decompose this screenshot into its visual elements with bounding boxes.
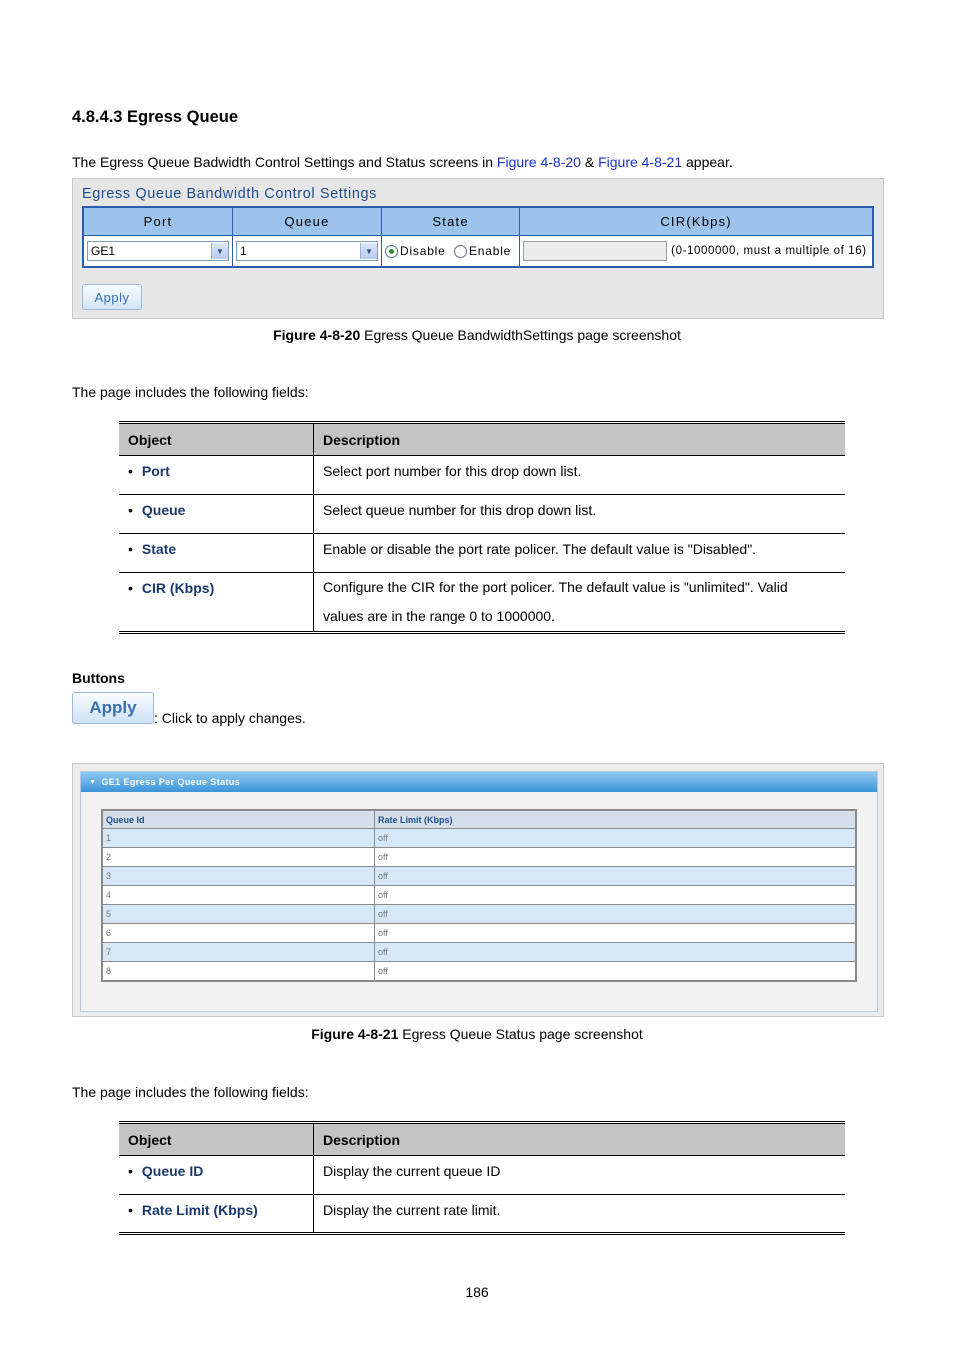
description-header: Description [314,423,846,456]
rate-limit-header: Rate Limit (Kbps) [375,810,857,829]
table-row [102,886,856,905]
queue-select-value: 1 [240,244,247,258]
state-enable-label: Enable [468,244,512,259]
egress-settings-screenshot [72,178,884,319]
table-row [102,943,856,962]
settings-table [82,206,874,268]
figure-link-20[interactable]: Figure 4-8-20 [496,154,581,170]
buttons-heading: Buttons [72,670,125,686]
intro-text-before: The Egress Queue Badwidth Control Settings and Status screens in [72,154,497,170]
table-row [102,924,856,943]
object-cell: • State [119,534,314,573]
cir-header: CIR(Kbps) [520,207,873,236]
apply-description: : Click to apply changes. [154,710,306,726]
table-row [119,573,845,633]
description-cell: Display the current queue ID [314,1156,846,1195]
fields-intro-2: The page includes the following fields: [72,1084,309,1100]
queue-select[interactable] [236,241,378,261]
intro-separator: & [580,154,599,170]
rate-limit-cell: off [375,886,857,905]
rate-limit-cell: off [375,962,857,982]
queue-id-cell: 1 [102,829,375,848]
port-cell [83,236,233,268]
port-header: Port [83,207,233,236]
caption-label: Figure 4-8-21 [311,1026,399,1042]
description-line: values are in the range 0 to 1000000. [323,608,555,624]
status-panel-header[interactable] [81,772,877,792]
queue-cell [233,236,382,268]
object-cell: • Rate Limit (Kbps) [119,1195,314,1234]
description-cell: Display the current rate limit. [314,1195,846,1234]
state-cell [382,236,520,268]
fields-table-2 [119,1121,845,1235]
rate-limit-cell: off [375,943,857,962]
object-header: Object [119,423,314,456]
object-cell: • Queue [119,495,314,534]
queue-status-screenshot [72,763,884,1017]
object-cell: • Queue ID [119,1156,314,1195]
apply-button-sample[interactable]: Apply [72,692,154,724]
table-row [102,848,856,867]
intro-text-after: appear. [682,154,733,170]
table-row [102,905,856,924]
settings-panel-title: Egress Queue Bandwidth Control Settings [82,186,378,202]
cir-cell [520,236,873,268]
queue-status-table [101,809,857,982]
table-row [102,829,856,848]
description-cell: Select port number for this drop down list. [314,456,846,495]
queue-id-cell: 8 [102,962,375,982]
page-number: 186 [465,1284,489,1300]
table-row [119,1195,845,1234]
chevron-down-icon[interactable]: ▼ [360,243,377,259]
description-cell: Enable or disable the port rate policer. The default value is "Disabled". [314,534,846,573]
queue-id-header: Queue Id [102,810,375,829]
status-panel-title: GE1 Egress Per Queue Status [101,777,241,787]
caption-text: Egress Queue BandwidthSettings page screenshot [360,327,681,343]
table-row [119,456,845,495]
cir-hint: (0-1000000, must a multiple of 16) [671,245,867,257]
queue-id-cell: 3 [102,867,375,886]
rate-limit-cell: off [375,829,857,848]
state-enable-radio[interactable] [454,245,467,258]
apply-button[interactable]: Apply [82,284,142,310]
queue-id-cell: 5 [102,905,375,924]
cir-input[interactable] [523,241,667,261]
description-line: Configure the CIR for the port policer. The default value is "unlimited". Valid [323,579,788,595]
figure-link-21[interactable]: Figure 4-8-21 [598,154,683,170]
port-select[interactable] [87,241,229,261]
queue-header: Queue [233,207,382,236]
description-cell [314,573,846,633]
port-select-value: GE1 [91,244,116,258]
queue-id-cell: 4 [102,886,375,905]
caption-label: Figure 4-8-20 [273,327,361,343]
state-header: State [382,207,520,236]
table-row [102,867,856,886]
description-header: Description [314,1123,846,1156]
description-cell: Select queue number for this drop down list. [314,495,846,534]
table-row [119,1156,845,1195]
table-row [102,962,856,982]
rate-limit-cell: off [375,848,857,867]
collapse-triangle-icon[interactable]: ▼ [89,778,97,786]
object-header: Object [119,1123,314,1156]
rate-limit-cell: off [375,867,857,886]
state-disable-label: Disable [400,244,446,259]
queue-id-cell: 7 [102,943,375,962]
queue-id-cell: 6 [102,924,375,943]
object-cell: • CIR (Kbps) [119,573,314,633]
object-cell: • Port [119,456,314,495]
section-title: 4.8.4.3 Egress Queue [72,108,239,126]
fields-intro-1: The page includes the following fields: [72,384,309,400]
fields-table-1 [119,421,845,634]
chevron-down-icon[interactable]: ▼ [211,243,228,259]
figure-caption-21 [0,1026,954,1042]
intro-paragraph [72,152,733,172]
rate-limit-cell: off [375,924,857,943]
caption-text: Egress Queue Status page screenshot [398,1026,643,1042]
state-disable-radio[interactable] [385,245,398,258]
queue-id-cell: 2 [102,848,375,867]
table-row [119,534,845,573]
figure-caption-20 [0,327,954,343]
rate-limit-cell: off [375,905,857,924]
status-panel [80,771,878,1012]
table-row [119,495,845,534]
